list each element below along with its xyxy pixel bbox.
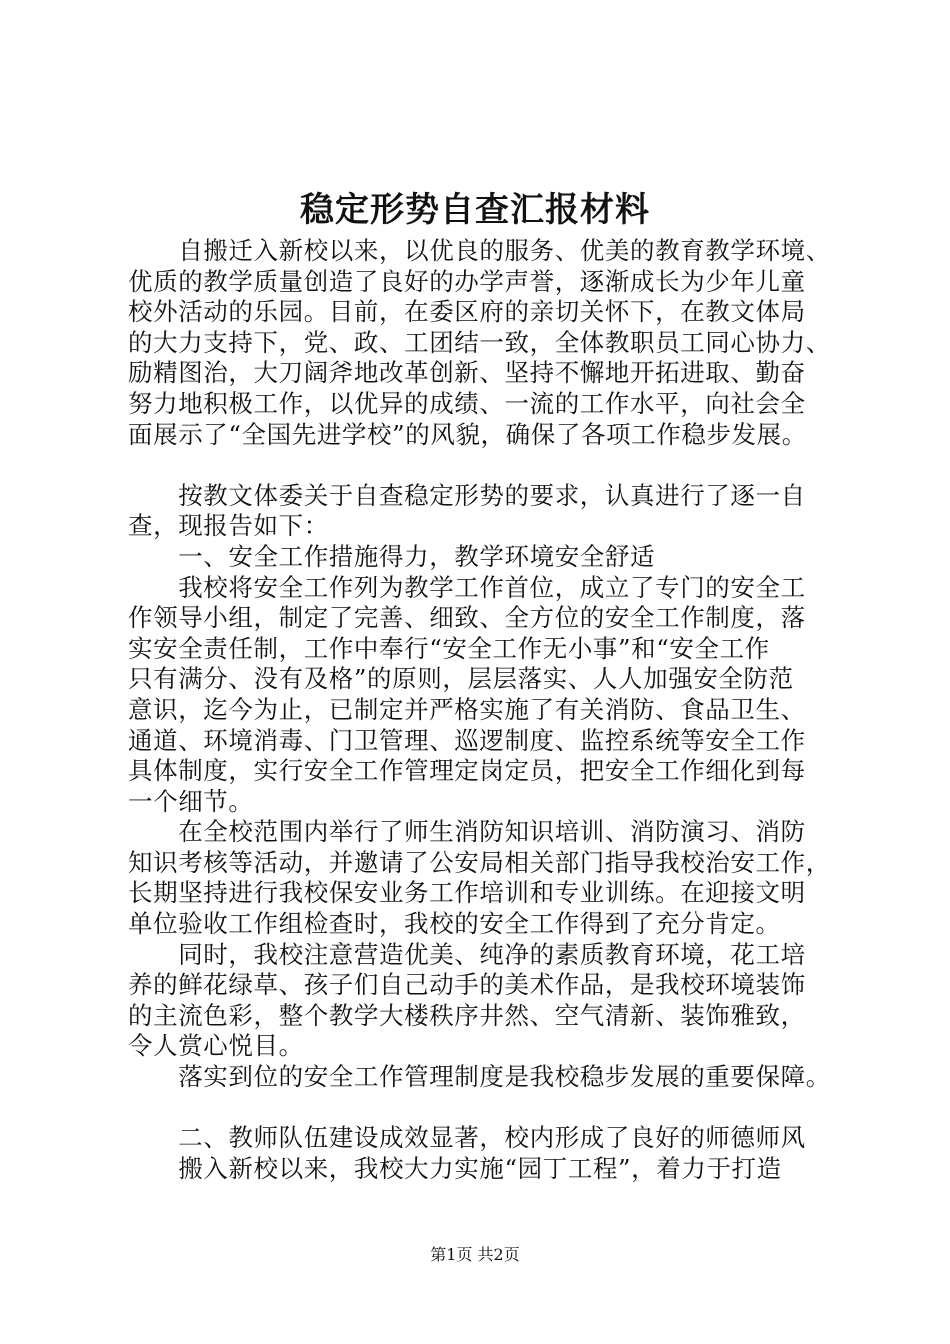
text-line: 同时，我校注意营造优美、纯净的素质教育环境，花工培 [128,939,806,969]
text-line: 长期坚持进行我校保安业务工作培训和专业训练。在迎接文明 [128,878,806,908]
text-line: 查，现报告如下： [128,511,329,541]
text-line: 的大力支持下，党、政、工团结一致，全体教职员工同心协力、 [128,327,831,357]
text-line: 我校将安全工作列为教学工作首位，成立了专门的安全工 [128,572,806,602]
text-line: 校外活动的乐园。目前，在委区府的亲切关怀下，在教文体局 [128,297,806,327]
text-line: 具体制度，实行安全工作管理定岗定员，把安全工作细化到每 [128,756,806,786]
text-line: 按教文体委关于自查稳定形势的要求，认真进行了逐一自 [128,480,806,510]
text-line: 面展示了“全国先进学校”的风貌，确保了各项工作稳步发展。 [128,419,807,449]
text-line: 的主流色彩，整个教学大楼秩序井然、空气清新、装饰雅致， [128,1000,806,1030]
paragraph-gap [128,1093,828,1124]
text-line: 搬入新校以来，我校大力实施“园丁工程”，着力于打造 [128,1153,782,1183]
text-line: 意识，迄今为止，已制定并严格实施了有关消防、食品卫生、 [128,694,806,724]
text-line: 努力地积极工作，以优异的成绩、一流的工作水平，向社会全 [128,388,806,418]
paragraph-gap [128,450,828,481]
text-line: 优质的教学质量创造了良好的办学声誉，逐渐成长为少年儿童 [128,266,806,296]
text-line: 自搬迁入新校以来，以优良的服务、优美的教育教学环境、 [128,236,831,265]
text-line: 在全校范围内举行了师生消防知识培训、消防演习、消防 [128,817,806,847]
text-line: 单位验收工作组检查时，我校的安全工作得到了充分肯定。 [128,909,781,939]
text-line: 知识考核等活动，并邀请了公安局相关部门指导我校治安工作， [128,847,831,877]
text-line: 实安全责任制，工作中奉行“安全工作无小事”和“安全工作 [128,633,770,663]
document-body [128,236,831,1184]
text-line: 令人赏心悦目。 [128,1031,304,1061]
text-line: 一、安全工作措施得力，教学环境安全舒适 [128,541,656,571]
text-line: 只有满分、没有及格”的原则，层层落实、人人加强安全防范 [128,664,794,694]
text-line: 二、教师队伍建设成效显著，校内形成了良好的师德师风 [128,1123,806,1153]
text-line: 作领导小组，制定了完善、细致、全方位的安全工作制度，落 [128,603,806,633]
text-line: 励精图治，大刀阔斧地改革创新、坚持不懈地开拓进取、勤奋 [128,358,806,388]
document-title: 稳定形势自查汇报材料 [300,190,650,230]
text-line: 落实到位的安全工作管理制度是我校稳步发展的重要保障。 [128,1062,831,1092]
text-line: 养的鲜花绿草、孩子们自己动手的美术作品，是我校环境装饰 [128,970,806,1000]
text-line: 一个细节。 [128,786,254,816]
page-footer: 第1页 共2页 [430,1245,520,1264]
text-line: 通道、环境消毒、门卫管理、巡逻制度、监控系统等安全工作 [128,725,806,755]
